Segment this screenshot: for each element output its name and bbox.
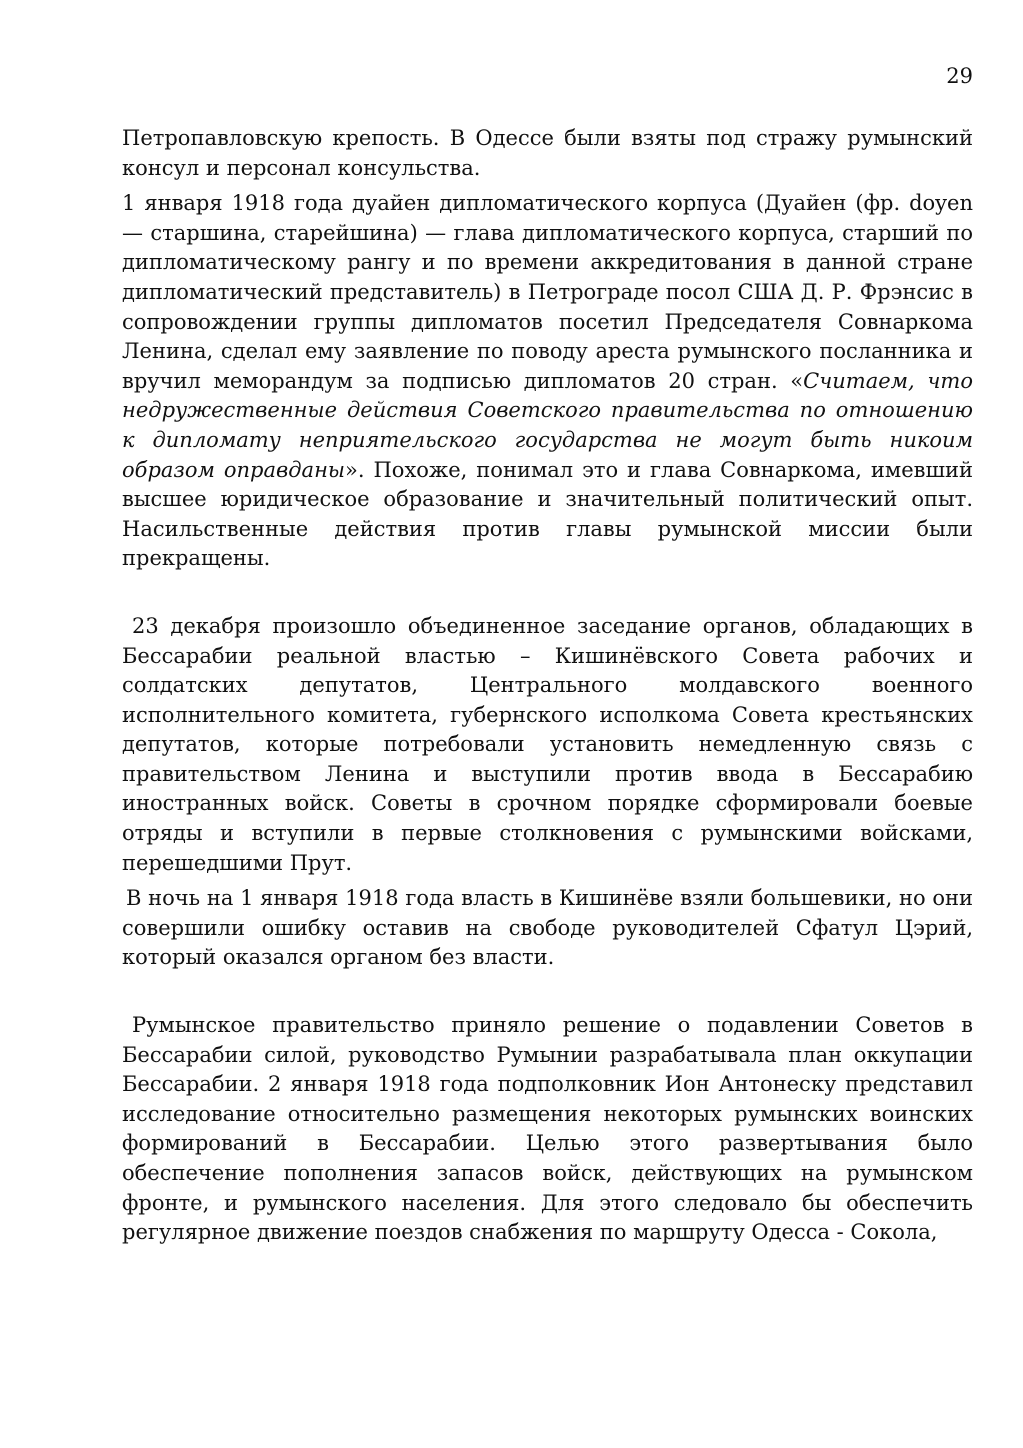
document-body bbox=[122, 124, 973, 1248]
page-number: 29 bbox=[946, 64, 973, 88]
paragraph-4: В ночь на 1 января 1918 года власть в Кишинёве взяли большевики, но они совершили ошибку оставив на свободе руководителей Сфатул Цэрий, который оказался органом без власти. bbox=[122, 886, 973, 970]
paragraph-3: 23 декабря произошло объединенное заседание органов, обладающих в Бессарабии реальной властью – Кишинёвского Совета рабочих и солдатских депутатов, Центрального молдавского военного исполнительного комитета, губернского исполкома Совета крестьянских депутатов, которые потребовали установить немедленную связь с правительством Ленина и выступили против ввода в Бессарабию иностранных войск. Советы в срочном порядке сформировали боевые отряды и вступили в первые столкновения с румынскими войсками, перешедшими Прут. bbox=[122, 613, 973, 875]
memorandum-quote: Считаем, что недружественные действия Советского правительства по отношению к дипломату неприятельского государства не могут быть никоим образом оправданы bbox=[122, 368, 973, 482]
paragraph-1: Петропавловскую крепость. В Одессе были взяты под стражу румынский консул и персонал консульства. bbox=[122, 126, 973, 180]
paragraph-2-end: ». Похоже, понимал это и глава Совнаркома, имевший высшее юридическое образование и значительный политический опыт. Насильственные действия против главы румынской миссии были прекращены. bbox=[122, 457, 973, 571]
paragraph-2-start: 1 января 1918 года дуайен дипломатического корпуса (Дуайен (фр. doyen — старшина, старейшина) — глава дипломатического корпуса, старший по дипломатическому рангу и по времени аккредитования в данной стране дипломатический представитель) в Петрограде посол США Д. Р. Фрэнсис в сопровождении группы дипломатов посетил Председателя Совнаркома Ленина, сделал ему заявление по поводу ареста румынского посланника и вручил меморандум за подписью дипломатов 20 стран. « bbox=[122, 191, 973, 393]
paragraph-5: Румынское правительство приняло решение о подавлении Советов в Бессарабии силой, руководство Румынии разрабатывала план оккупации Бессарабии. 2 января 1918 года подполковник Ион Антонеску представил исследование относительно размещения некоторых румынских воинских формирований в Бессарабии. Целью этого развертывания было обеспечение пополнения запасов войск, действующих на румынском фронте, и румынского населения. Для этого следовало бы обеспечить регулярное движение поездов снабжения по маршруту Одесса - Сокола, bbox=[122, 1013, 973, 1245]
paragraph-2 bbox=[122, 189, 973, 574]
